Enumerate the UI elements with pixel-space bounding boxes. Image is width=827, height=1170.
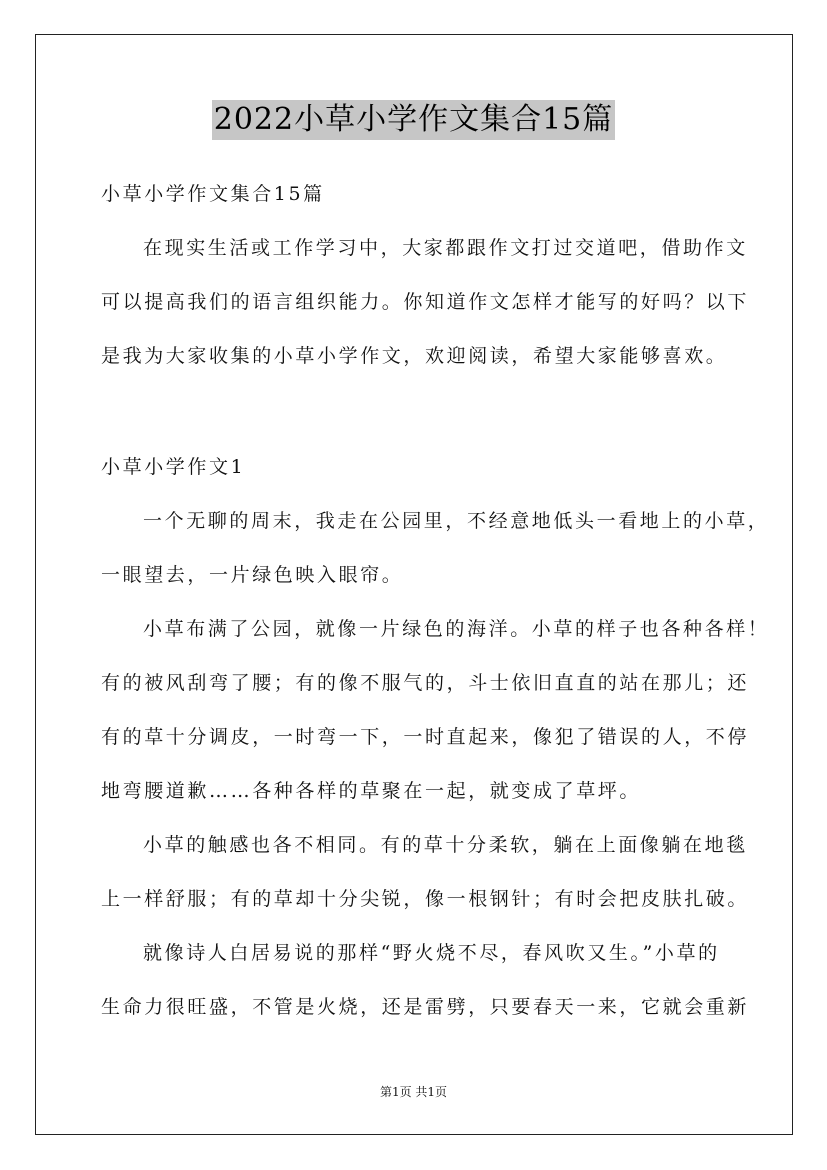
page-footer: 第1页 共1页: [379, 1085, 448, 1099]
body-line: 生命力很旺盛，不管是火烧，还是雷劈，只要春天一来，它就会重新: [101, 996, 750, 1018]
intro-line: 在现实生活或工作学习中，大家都跟作文打过交道吧，借助作文: [143, 237, 748, 259]
intro-line: 可以提高我们的语言组织能力。你知道作文怎样才能写的好吗？以下: [101, 291, 750, 313]
body-line: 有的被风刮弯了腰；有的像不服气的，斗士依旧直直的站在那儿；还: [101, 672, 750, 694]
body-line: 一眼望去，一片绿色映入眼帘。: [101, 564, 404, 586]
body-line: 上一样舒服；有的草却十分尖锐，像一根钢针；有时会把皮肤扎破。: [101, 888, 750, 910]
intro-line: 是我为大家收集的小草小学作文，欢迎阅读，希望大家能够喜欢。: [101, 345, 728, 367]
body-line: 一个无聊的周末，我走在公园里，不经意地低头一看地上的小草，: [143, 510, 770, 532]
body-line: 地弯腰道歉……各种各样的草聚在一起，就变成了草坪。: [101, 780, 642, 802]
subtitle: 小草小学作文集合15篇: [101, 183, 325, 205]
section-heading: 小草小学作文1: [101, 456, 246, 478]
body-line: 就像诗人白居易说的那样“野火烧不尽，春风吹又生。”小草的: [143, 942, 720, 964]
body-line: 有的草十分调皮，一时弯一下，一时直起来，像犯了错误的人，不停: [101, 726, 750, 748]
title-wrap: [0, 100, 827, 140]
body-line: 小草布满了公园，就像一片绿色的海洋。小草的样子也各种各样！: [143, 618, 770, 640]
document-title: 2022小草小学作文集合15篇: [212, 100, 616, 140]
body-line: 小草的触感也各不相同。有的草十分柔软，躺在上面像躺在地毯: [143, 834, 748, 856]
